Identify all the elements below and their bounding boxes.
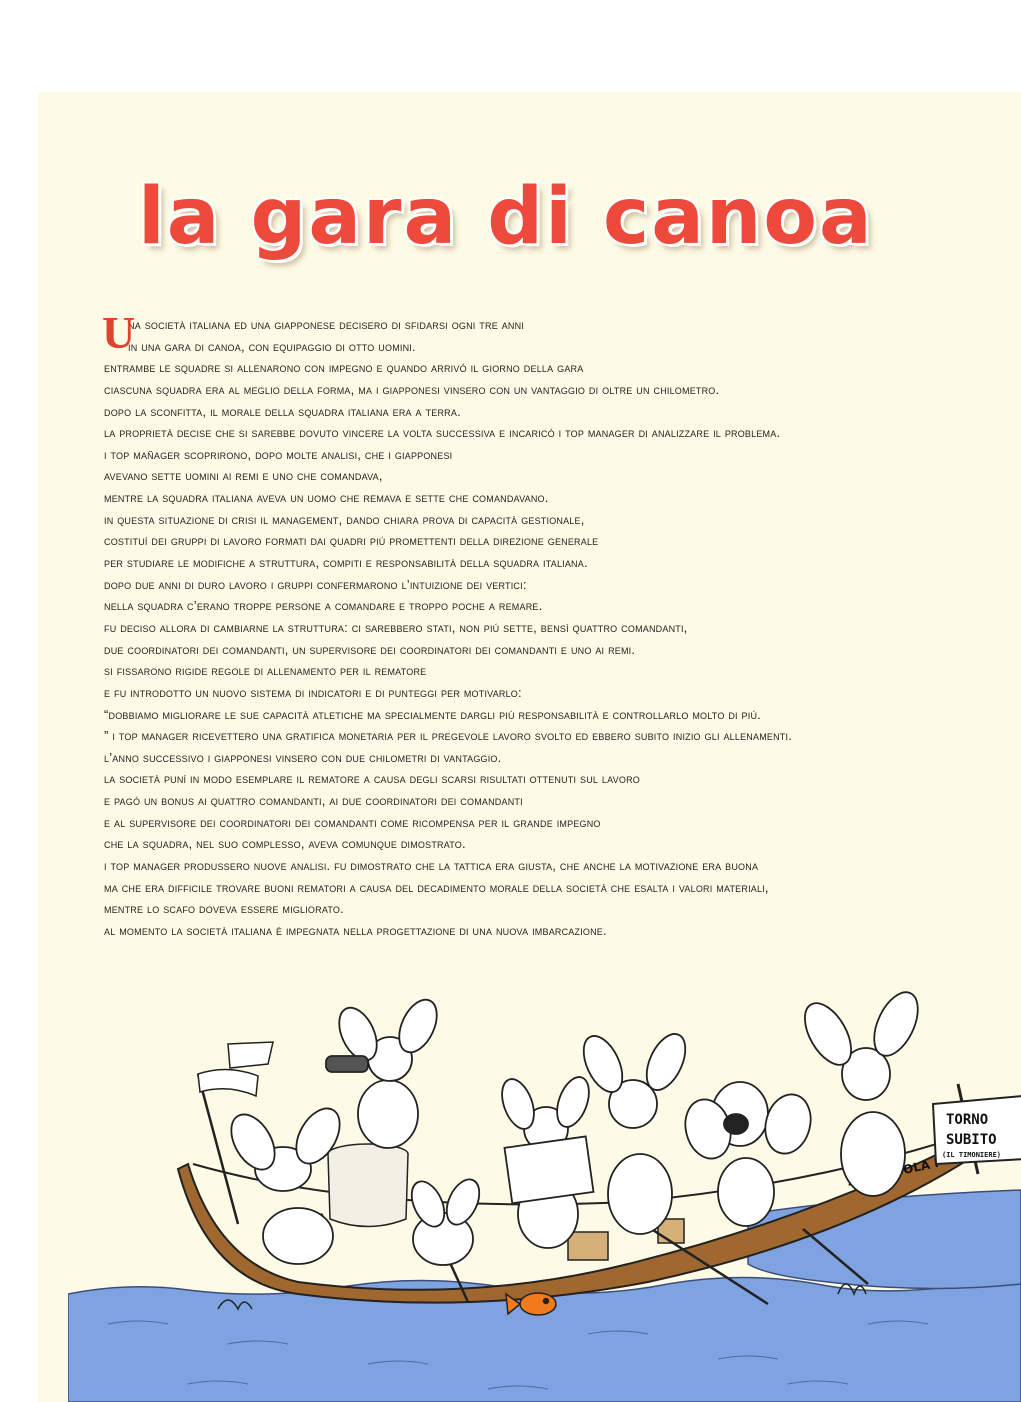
text-line: avevano sette uomini ai remi e uno che comandava, — [104, 468, 383, 484]
text-line: la società puní in modo esemplare il rematore a causa degli scarsi risultati ottenuti sul lavoro — [104, 771, 640, 787]
text-line: al momento la società italiana è impegnata nella progettazione di una nuova imbarcazione. — [104, 922, 607, 938]
text-line: costituí dei gruppi di lavoro formati dai quadri piú promettenti della direzione generale — [104, 533, 599, 549]
text-line: la proprietà decise che si sarebbe dovuto vincere la volta successiva e incaricó i top manager di analizzare il problema. — [104, 425, 781, 441]
story-text — [102, 307, 984, 942]
text-line: l’anno successivo i giapponesi vinsero con due chilometri di vantaggio. — [104, 749, 502, 765]
text-line: si fissarono rigide regole di allenamento per il rematore — [104, 663, 427, 679]
drop-cap: U — [102, 307, 136, 358]
text-line: na società italiana ed una giapponese decisero di sfidarsi ogni tre anni — [128, 317, 525, 332]
text-line: che la squadra, nel suo complesso, aveva comunque dimostrato. — [104, 836, 466, 852]
canoe-cartoon — [68, 964, 1021, 1402]
text-line: mentre lo scafo doveva essere migliorato. — [104, 901, 344, 917]
text-line: per studiare le modifiche a struttura, compiti e responsabilità della squadra italiana. — [104, 555, 588, 571]
page — [38, 92, 1021, 1402]
boat-name: SOLA — [893, 1157, 932, 1179]
text-line: nella squadra c’erano troppe persone a comandare e troppo poche a remare. — [104, 598, 543, 614]
text-line: dopo la sconfitta, il morale della squadra italiana era a terra. — [104, 403, 461, 419]
page-title: la gara di canoa — [138, 172, 874, 262]
text-line: e pagó un bonus ai quattro comandanti, ai due coordinatori dei comandanti — [104, 793, 523, 809]
sign-text-1: TORNO — [946, 1112, 989, 1128]
text-line: dopo due anni di duro lavoro i gruppi confermarono l’intuizione dei vertici: — [104, 576, 527, 592]
text-line: mentre la squadra italiana aveva un uomo che remava e sette che comandavano. — [104, 490, 549, 506]
sign-text-3: (IL TIMONIERE) — [942, 1151, 1002, 1159]
text-line: in questa situazione di crisi il management, dando chiara prova di capacità gestionale, — [104, 511, 585, 527]
text-line: entrambe le squadre si allenarono con impegno e quando arrivó il giorno della gara — [104, 360, 584, 376]
text-line: in una gara di canoa, con equipaggio di otto uomini. — [128, 338, 416, 354]
text-line: ” i top manager ricevettero una gratifica monetaria per il pregevole lavoro svolto ed ebbero subito inizio gli allenamenti. — [104, 728, 793, 744]
text-line: due coordinatori dei comandanti, un supervisore dei coordinatori dei comandanti e uno ai remi. — [104, 641, 636, 657]
text-line: i top manager produssero nuove analisi. fu dimostrato che la tattica era giusta, che anche la motivazione era buona — [104, 858, 759, 874]
text-line: e fu introdotto un nuovo sistema di indicatori e di punteggi per motivarlo: — [104, 684, 522, 700]
text-line: ciascuna squadra era al meglio della forma, ma i giapponesi vinsero con un vantaggio di oltre un chilometro. — [104, 381, 720, 397]
sign-text-2: SUBITO — [946, 1132, 997, 1148]
text-line: ma che era difficile trovare buoni rematori a causa del decadimento morale della società che esalta i valori materiali, — [104, 879, 769, 895]
text-line: e al supervisore dei coordinatori dei comandanti come ricompensa per il grande impegno — [104, 814, 601, 830]
text-line: “dobbiamo migliorare le sue capacità atletiche ma specialmente dargli piú responsabilità e controllarlo molto di piú. — [104, 706, 761, 722]
text-line: fu deciso allora di cambiarne la struttura: ci sarebbero stati, non piú sette, bensì quattro comandanti, — [104, 619, 688, 635]
text-line: i top mañager scoprirono, dopo molte analisi, che i giapponesi — [104, 446, 453, 462]
